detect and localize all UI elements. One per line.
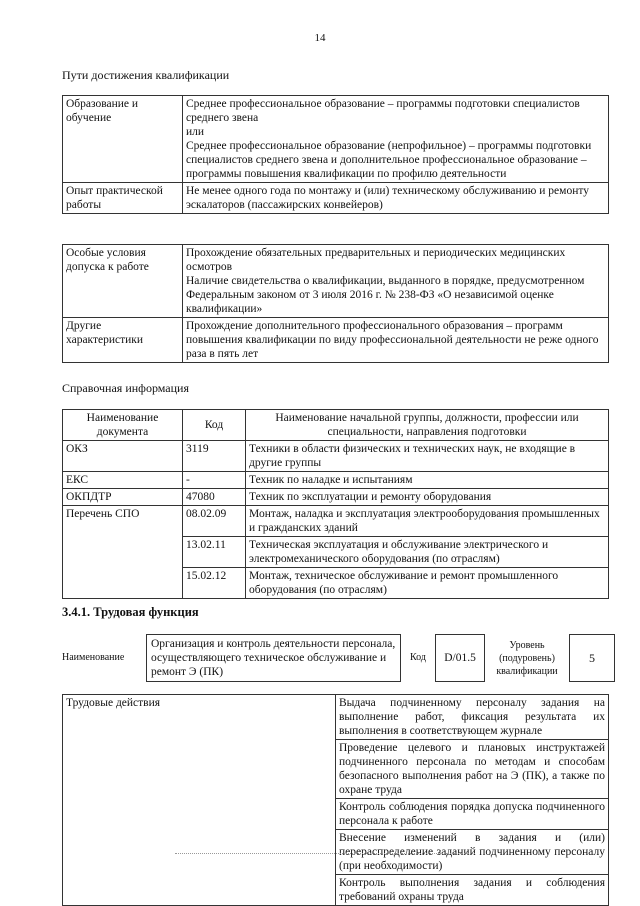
- column-header: Наименование документа: [63, 410, 183, 441]
- code-cell: 47080: [183, 489, 246, 506]
- code-label: Код: [410, 652, 426, 663]
- name-cell: Техническая эксплуатация и обслуживание электрического и электромеханического оборудования (по отраслям): [246, 537, 609, 568]
- qualification-paths-heading: Пути достижения квалификации: [62, 68, 230, 82]
- doc-cell: ЕКС: [63, 472, 183, 489]
- text-line: Среднее профессиональное образование (непрофильное) – программы подготовки специалистов среднего звена и дополнительное профессиональное образование – программы повышения квалификации по профилю деятельности: [186, 140, 592, 180]
- text-line: Наличие свидетельства о квалификации, выданного в порядке, предусмотренном Федеральным законом от 3 июля 2016 г. № 238-ФЗ «О независимой оценке квалификации»: [186, 275, 585, 315]
- code-cell: 15.02.12: [183, 568, 246, 599]
- table-row: [63, 441, 609, 472]
- conditions-table: [62, 244, 609, 363]
- page-number: 14: [314, 32, 326, 44]
- row-label: Другие характеристики: [63, 318, 183, 363]
- name-cell: Техник по эксплуатации и ремонту оборудования: [246, 489, 609, 506]
- name-cell: Монтаж, наладка и эксплуатация электрооборудования промышленных и гражданских зданий: [246, 506, 609, 537]
- column-header: Код: [183, 410, 246, 441]
- code-cell: 08.02.09: [183, 506, 246, 537]
- action-item: Контроль соблюдения порядка допуска подчиненного персонала к работе: [336, 799, 609, 830]
- table-row: [63, 245, 609, 318]
- row-value: [183, 245, 609, 318]
- code-cell: -: [183, 472, 246, 489]
- text-line: Среднее профессиональное образование – программы подготовки специалистов среднего звена: [186, 98, 580, 124]
- table-row: [63, 489, 609, 506]
- table-row: [63, 695, 609, 740]
- doc-cell: ОКПДТР: [63, 489, 183, 506]
- reference-heading: Справочная информация: [62, 381, 189, 395]
- row-value: Не менее одного года по монтажу и (или) техническому обслуживанию и ремонту эскалаторов (пассажирских конвейеров): [183, 183, 609, 214]
- row-label: Особые условия допуска к работе: [63, 245, 183, 318]
- level-value: 5: [570, 635, 615, 682]
- doc-cell: ОКЗ: [63, 441, 183, 472]
- action-item: Выдача подчиненному персоналу задания на выполнение работ, фиксация результата их выполнения в соответствующем журнале: [336, 695, 609, 740]
- text-line: Прохождение обязательных предварительных и периодических медицинских осмотров: [186, 247, 566, 273]
- table-row: [63, 183, 609, 214]
- table-row: [63, 506, 609, 537]
- code-cell: 3119: [183, 441, 246, 472]
- name-label: Наименование: [62, 652, 125, 663]
- function-header-table: [62, 634, 615, 682]
- level-label: Уровень (подуровень) квалификации: [496, 639, 558, 677]
- table-row: [63, 472, 609, 489]
- column-header: Наименование начальной группы, должности, профессии или специальности, направления подготовки: [246, 410, 609, 441]
- table-row: [62, 635, 615, 682]
- function-name: Организация и контроль деятельности персонала, осуществляющего техническое обслуживание и ремонт Э (ПК): [147, 635, 401, 682]
- reference-table: [62, 409, 609, 599]
- function-code: D/01.5: [436, 635, 485, 682]
- text-line: или: [186, 126, 205, 138]
- code-cell: 13.02.11: [183, 537, 246, 568]
- row-label: Образование и обучение: [63, 96, 183, 183]
- action-item: Внесение изменений в задания и (или) перераспределение заданий подчиненному персоналу (при необходимости): [336, 830, 609, 875]
- name-cell: Монтаж, техническое обслуживание и ремонт промышленного оборудования (по отраслям): [246, 568, 609, 599]
- name-cell: Техник по наладке и испытаниям: [246, 472, 609, 489]
- labor-actions-table: [62, 694, 609, 906]
- action-item: Проведение целевого и плановых инструктажей подчиненного персонала по методам и способам безопасного выполнения работ на Э (ПК), а также по охране труда: [336, 740, 609, 799]
- doc-cell: Перечень СПО: [63, 506, 183, 599]
- row-label: Трудовые действия: [63, 695, 336, 906]
- name-cell: Техники в области физических и технических наук, не входящие в другие группы: [246, 441, 609, 472]
- table-row: [63, 318, 609, 363]
- function-heading: 3.4.1. Трудовая функция: [62, 605, 199, 619]
- row-label: Опыт практической работы: [63, 183, 183, 214]
- qualification-paths-table: [62, 95, 609, 214]
- row-value: [183, 96, 609, 183]
- table-row: [63, 96, 609, 183]
- bottom-divider: [175, 853, 475, 854]
- table-header-row: [63, 410, 609, 441]
- row-value: Прохождение дополнительного профессионального образования – программ повышения квалификации по виду профессиональной деятельности не реже одного раза в пять лет: [183, 318, 609, 363]
- action-item: Контроль выполнения задания и соблюдения требований охраны труда: [336, 875, 609, 906]
